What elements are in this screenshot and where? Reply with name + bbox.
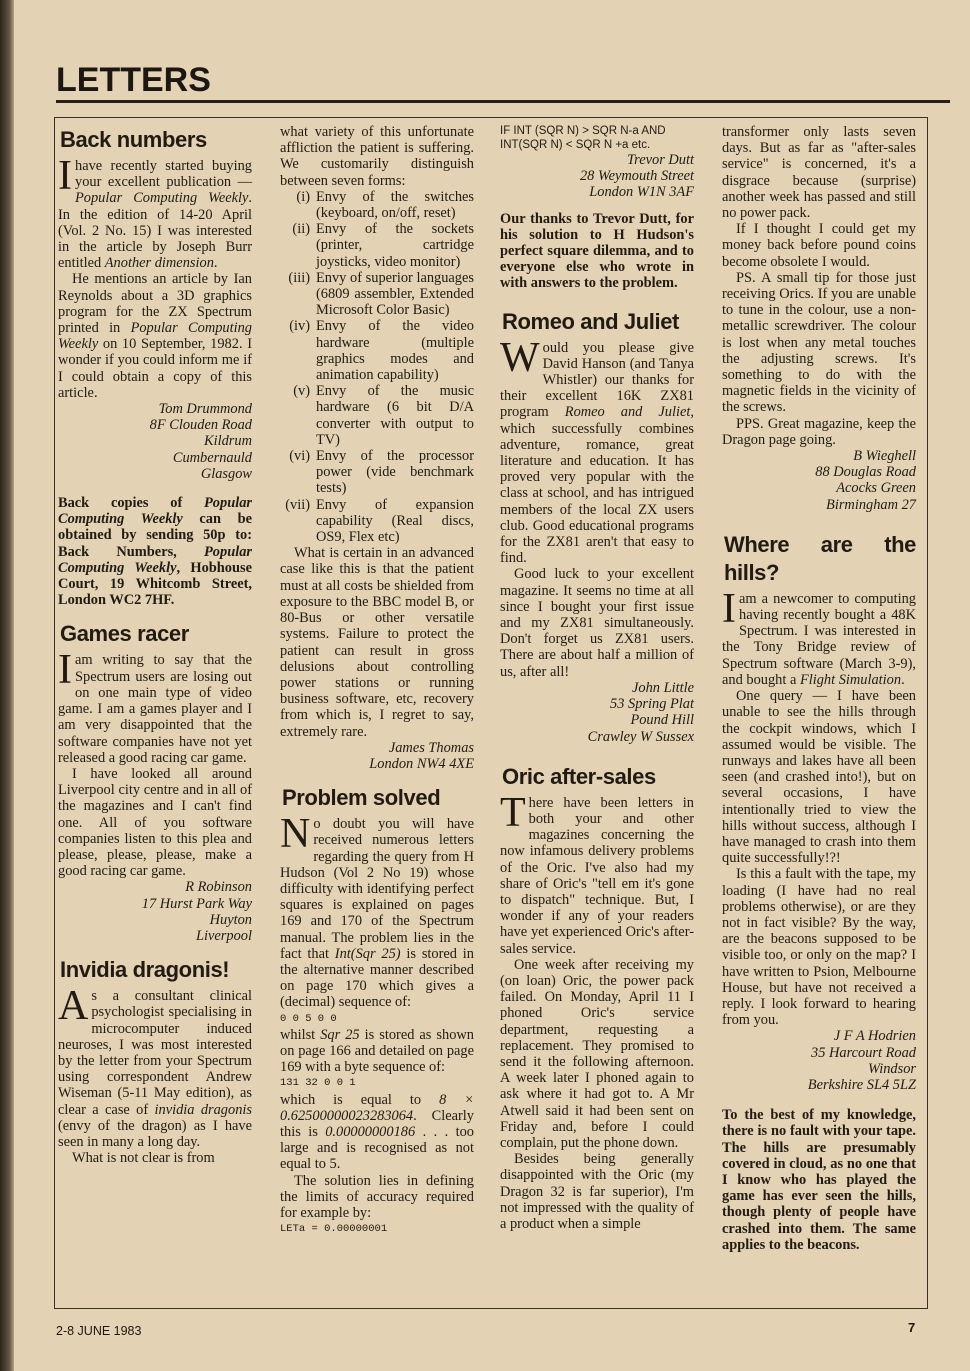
games-racer-p1 <box>58 647 252 766</box>
column-2 <box>280 124 474 1237</box>
heading-invidia: Invidia dragonis! <box>60 957 230 983</box>
column-3 <box>500 124 694 1232</box>
oric-p5: PS. A small tip for those just receiving Orics. If you are unable to tune in the colour, use a non-metallic screwdriver. The colour is lost when any metal touches the adjusting screws. It's something to do with the magnetic fields in the vicinity of the screws. <box>722 269 916 416</box>
list-item <box>280 383 474 448</box>
list-number: (vi) <box>289 448 310 465</box>
text-italic: Popular Computing Weekly <box>58 320 252 353</box>
text: , which successfully combines adventure, romance, great literature and education. It has proved very popular with the class at school, and has intrigued members of the local ZX users club. Good educational programs for the ZX81 aren't that easy to find. <box>500 404 694 567</box>
list-text: Envy of the music hardware (6 bit D/A converter with output to TV) <box>316 383 474 448</box>
oric-p4: If I thought I could get my money back before pound coins become obsolete I would. <box>722 221 916 270</box>
list-text: Envy of superior languages (6809 assembler, Extended Microsoft Color Basic) <box>316 269 474 319</box>
signature-line: Liverpool <box>196 927 252 944</box>
signature-line: 8F Clouden Road <box>149 417 252 434</box>
signature-line: 28 Weymouth Street <box>579 168 694 185</box>
oric-p1 <box>500 789 694 957</box>
games-racer-p2: I have looked all around Liverpool city centre and in all of the magazines and I can't find one. All of you software companies listen to this plea and please, please, please, make a good racing car game. <box>58 765 252 880</box>
signature-line: 88 Douglas Road <box>815 464 916 481</box>
heading-where-are-the-hills: Where are the hills? <box>724 531 916 585</box>
problem-solved-p2 <box>280 1027 474 1076</box>
signature-line: Cumbernauld <box>172 449 252 466</box>
text: ould you please give David Hanson (and Tanya Whistler) our thanks for their excellent 16K ZX81 program <box>500 339 694 421</box>
text: which is equal to <box>280 1091 440 1108</box>
page-title: LETTERS <box>56 61 211 99</box>
signature-invidia <box>280 740 474 772</box>
signature-line: Windsor <box>868 1060 916 1077</box>
signature-line: J F A Hodrien <box>833 1028 916 1045</box>
list-item <box>280 221 474 270</box>
editor-reply-hills: To the best of my knowledge, there is no fault with your tape. The hills are presumably covered in cloud, as no one that I know who has played the game has ever seen the hills, though plenty of people have crashed into them. The same applies to the beacons. <box>722 1107 916 1253</box>
signature-line: James Thomas <box>388 739 474 756</box>
list-item <box>280 189 474 221</box>
signature-line: Pound Hill <box>630 712 694 729</box>
signature-line: Tom Drummond <box>158 401 252 418</box>
signature-line: London NW4 4XE <box>369 755 474 772</box>
hills-p1 <box>722 585 916 688</box>
text: o doubt you will have received numerous letters regarding the query from H Hudson (Vol 2 No 19) whose difficulty with identifying perfect squares is explained on pages 169 and 170 of the Spectrum manual. The problem lies in the fact that <box>280 816 474 962</box>
invidia-p3: What is certain in an advanced case like this is that the patient must at all costs be shielded from exposure to the BBC model B, or 80-Bus or other versatile systems. Failure to protect the patient can result in gross delusions about controlling power stations or running business software, etc, recovery from which is, I regret to say, extremely rare. <box>280 545 474 740</box>
envy-forms-list <box>280 189 474 545</box>
code-let-statement: LETa = 0.00000001 <box>280 1223 388 1236</box>
text: is stored as shown on page 166 and detailed on page 169 with a byte sequence of: <box>280 1026 474 1076</box>
signature-line: Birmingham 27 <box>826 496 916 513</box>
text-italic: Flight Simulation <box>799 671 902 688</box>
text-italic: invidia dragonis <box>154 1101 252 1118</box>
text-italic: 8 × 0.62500000023283064 <box>280 1091 474 1124</box>
text-italic: Int(Sqr 25) <box>334 945 401 962</box>
byte-sequence-1: 0 0 5 0 0 <box>280 1012 337 1025</box>
heading-oric-after-sales: Oric after-sales <box>502 763 656 789</box>
text: , Hobhouse Court, 19 Whitcomb Street, London WC2 7HF. <box>58 559 252 609</box>
signature-games-racer <box>58 879 252 944</box>
signature-line: Glasgow <box>200 465 252 482</box>
invidia-p1 <box>58 983 252 1150</box>
hills-p2: One query — I have been unable to see the hills through the cockpit windows, which I assumed would be visible. The runways and lakes have all been seen (and crashed into!), but on several occasions, I have intentionally tried to view the hills without success, although I have managed to crash into them quite successfully!?! <box>722 688 916 867</box>
drop-cap: N <box>280 811 311 858</box>
text: . Clearly this is <box>280 1107 474 1140</box>
signature-back-numbers <box>58 401 252 482</box>
signature-line: 53 Spring Plat <box>610 696 694 713</box>
text: . <box>901 671 905 688</box>
editor-reply-problem-solved: Our thanks to Trevor Dutt, for his solution to H Hudson's perfect square dilemma, and to everyone else who wrote in with answers to the problem. <box>500 210 694 292</box>
drop-cap: I <box>722 585 736 632</box>
signature-hills <box>722 1028 916 1093</box>
text: have recently started buying your excellent publication — <box>75 158 252 191</box>
problem-solved-p3 <box>280 1092 474 1173</box>
romeo-p1 <box>500 334 694 567</box>
signature-line: Huyton <box>209 911 252 928</box>
title-rule <box>56 100 950 103</box>
issue-date: 2-8 JUNE 1983 <box>56 1324 142 1338</box>
list-number: (vii) <box>285 496 310 513</box>
signature-problem-solved <box>500 152 694 201</box>
code-if-statement: IF INT (SQR N) > SQR N-a AND INT(SQR N) < SQR N +a etc. <box>500 125 666 151</box>
heading-back-numbers: Back numbers <box>60 127 207 152</box>
oric-p2: One week after receiving my (on loan) Oric, the power pack failed. On Monday, April 11 I phoned Oric's service department, requesting a replacement. They promised to send it the following afternoon. A week later I phoned again to ask where it had got to. A Mr Atwell said it had been sent on Friday and, before I could complain, put the phone down. <box>500 956 694 1151</box>
signature-oric <box>722 448 916 513</box>
magazine-spine <box>0 0 14 1371</box>
list-item <box>280 448 474 497</box>
column-4 <box>722 124 916 1253</box>
list-text: Envy of the video hardware (multiple graphics modes and animation capability) <box>316 318 474 384</box>
text: He mentions an article by Ian Reynolds about a 3D graphics program for the ZX Spectrum printed in <box>58 271 252 337</box>
oric-continued: transformer only lasts seven days. But as far as "after-sales service" is concerned, it's a disgrace because (surprise) another week has passed and still no power pack. <box>722 124 916 222</box>
text-italic: Sqr 25 <box>320 1026 360 1043</box>
invidia-p2: What is not clear is from <box>72 1150 215 1167</box>
list-text: Envy of the sockets (printer, cartridge joysticks, video monitor) <box>316 221 474 270</box>
text: . In the edition of 14-20 April (Vol. 2 No. 15) I was interested in the article by Joseph Burr entitled <box>58 190 252 272</box>
drop-cap: T <box>500 789 526 836</box>
text: whilst <box>280 1026 321 1043</box>
drop-cap: W <box>500 334 540 381</box>
signature-line: London W1N 3AF <box>589 184 694 201</box>
text-italic: Romeo and Juliet <box>564 404 691 421</box>
text: on 10 September, 1982. I wonder if you could inform me if I could obtain a copy of this article. <box>58 336 252 401</box>
back-numbers-p1 <box>58 153 252 272</box>
text-italic: Popular Computing Weekly <box>58 495 252 528</box>
text: here have been letters in both your and other magazines concerning the now infamous delivery problems of the Oric. I've also had my share of Oric's "tell em it's gone to dispatch" technique. But, I wonder if any of your readers have yet experienced Oric's after-sales service. <box>500 794 694 957</box>
list-text: Envy of the switches (keyboard, on/off, reset) <box>316 188 474 222</box>
list-text: Envy of the processor power (vide benchmark tests) <box>316 448 474 497</box>
text: can be obtained by sending 50p to: Back Numbers, <box>58 511 252 560</box>
list-number: (iii) <box>288 269 310 286</box>
text: . <box>213 255 218 272</box>
invidia-continued: what variety of this unfortunate affliction the patient is suffering. We customarily distinguish between seven forms: <box>280 124 474 189</box>
text-italic: Popular Computing Weekly <box>75 190 249 207</box>
column-1 <box>58 124 252 1166</box>
signature-line: 17 Hurst Park Way <box>141 895 252 912</box>
signature-line: B Wieghell <box>853 448 916 465</box>
text: Back copies of <box>58 495 205 512</box>
page-number: 7 <box>908 1320 916 1335</box>
signature-line: Acocks Green <box>836 480 916 497</box>
list-number: (i) <box>296 188 310 205</box>
text: s a consultant clinical psychologist specialising in microcomputer induced neuroses, I was most interested by the letter from your Spectrum using correspondent Andrew Wiseman (5-11 May edition), as clear a case of <box>58 988 252 1118</box>
list-text: Envy of expansion capability (Real discs, OS9, Flex etc) <box>316 496 474 546</box>
signature-line: 35 Harcourt Road <box>811 1044 916 1061</box>
signature-line: Crawley W Sussex <box>587 728 694 745</box>
signature-line: Kildrum <box>204 433 252 450</box>
oric-p6: PPS. Great magazine, keep the Dragon page going. <box>722 415 916 448</box>
signature-romeo <box>500 680 694 745</box>
text-italic: Another dimension <box>104 255 214 272</box>
signature-line: R Robinson <box>185 879 252 896</box>
text: is stored in the alternative manner described on page 170 which gives a (decimal) sequence of: <box>280 945 474 1011</box>
list-number: (v) <box>293 383 310 400</box>
list-number: (iv) <box>289 318 310 335</box>
hills-p3: Is this a fault with the tape, my loading (I have had no real problems otherwise), or are they not in fact visible? By the way, are the beacons supposed to be visible too, or only on the map? I have written to Psion, Melbourne House, but have not received a reply. I look forward to hearing from you. <box>722 866 916 1029</box>
drop-cap: I <box>58 153 72 199</box>
list-number: (ii) <box>292 221 310 238</box>
signature-line: Trevor Dutt <box>626 152 694 168</box>
romeo-p2: Good luck to your excellent magazine. It seems no time at all since I bought your first issue and my ZX81 simultaneously. Don't forget us ZX81 users. There are about half a million of us, after all! <box>500 566 694 680</box>
list-item <box>280 318 474 383</box>
text: am writing to say that the Spectrum users are losing out on one main type of video game. I am a games player and I am very disappointed that the software companies have not yet released a good racing car game. <box>58 652 252 766</box>
text: am a newcomer to computing having recently bought a 48K Spectrum. I was interested in the Tony Bridge review of Spectrum software (March 3-9), and bought a <box>722 590 916 688</box>
text: (envy of the dragon) as I have seen in many a long day. <box>58 1117 252 1150</box>
signature-line: John Little <box>632 679 694 696</box>
heading-games-racer: Games racer <box>60 621 189 647</box>
byte-sequence-2: 131 32 0 0 1 <box>280 1077 356 1090</box>
drop-cap: A <box>58 983 89 1030</box>
text-italic: 0.00000000186 <box>325 1123 416 1140</box>
drop-cap: I <box>58 647 72 694</box>
problem-solved-p1 <box>280 811 474 1011</box>
list-item <box>280 497 474 546</box>
heading-romeo-juliet: Romeo and Juliet <box>502 308 679 334</box>
problem-solved-p4: The solution lies in defining the limits of accuracy required for example by: <box>280 1172 474 1221</box>
list-item <box>280 270 474 319</box>
signature-line: Berkshire SL4 5LZ <box>807 1076 916 1093</box>
text: . . . too large and is recognised as not equal to 5. <box>280 1123 474 1173</box>
heading-problem-solved: Problem solved <box>282 785 441 811</box>
editor-reply-back-numbers <box>58 495 252 608</box>
oric-p3: Besides being generally disappointed with the Oric (my Dragon 32 is far superior), I'm not impressed with the quality of a product when a simple <box>500 1151 694 1232</box>
text-italic: Popular Computing Weekly <box>58 543 252 576</box>
back-numbers-p2 <box>58 271 252 401</box>
